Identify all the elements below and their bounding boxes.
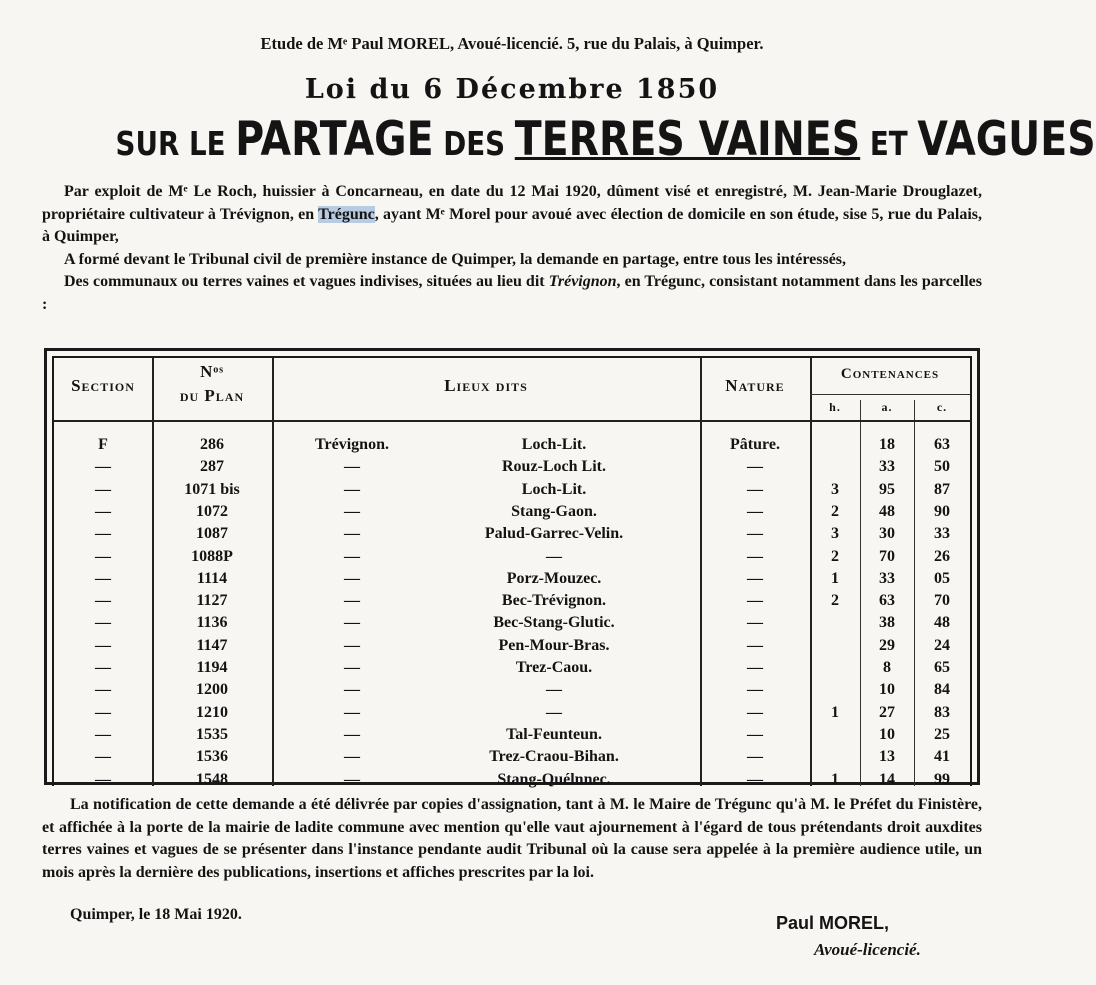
cell-ares: 95 xyxy=(879,480,895,498)
cell-nature: — xyxy=(747,636,763,654)
main-title-part: VAGUES xyxy=(917,112,1096,167)
cell-lieu-detail: Stang-Quélnnec. xyxy=(497,770,611,788)
cell-nature: — xyxy=(747,770,763,788)
closing-text xyxy=(42,794,982,884)
cell-nature: — xyxy=(747,681,763,699)
main-title-part: PARTAGE xyxy=(235,112,434,167)
cell-hectares: 1 xyxy=(831,569,839,587)
intro-text-span: Des communaux ou terres vaines et vagues indivises, situées au lieu dit xyxy=(64,273,549,291)
cell-plan: 1072 xyxy=(196,502,228,520)
main-title-part: ET xyxy=(860,124,918,163)
cell-nature: — xyxy=(747,525,763,543)
intro-paragraph-2: A formé devant le Tribunal civil de première instance de Quimper, la demande en partage, entre tous les intéressés, xyxy=(64,250,847,268)
cell-section: — xyxy=(95,725,111,743)
cell-plan: 1071 bis xyxy=(184,480,240,498)
cell-section: — xyxy=(95,681,111,699)
header-plan-number: Nᵒˢ xyxy=(200,362,224,381)
closing-paragraph: La notification de cette demande a été délivrée par copies d'assignation, tant à M. le Maire de Trégunc qu'à M. le Préfet du Finistère, et affichée à la porte de la mairie de ladite commune avec mention qu'elle vaut ajournement à l'égard de tous prétendants droit auxdites terres vaines et vagues de se présenter dans l'instance pendante audit Tribunal où la cause sera appelée à la première audience utile, un mois après la dernière des publications, insertions et affiches prescrites par la loi. xyxy=(42,796,982,881)
cell-lieu-main: — xyxy=(344,569,360,587)
highlighted-word[interactable]: Trégunc xyxy=(318,205,375,223)
cell-lieu-main: — xyxy=(344,502,360,520)
signature-title: Avoué-licencié. xyxy=(814,940,921,959)
cell-plan: 1114 xyxy=(196,569,228,587)
cell-ares: 8 xyxy=(883,659,891,676)
cell-hectares xyxy=(810,657,860,679)
cell-centiares: 48 xyxy=(934,614,950,632)
cell-lieu-detail: Rouz-Loch Lit. xyxy=(502,458,606,476)
cell-plan: 287 xyxy=(200,458,224,476)
cell-nature: — xyxy=(747,592,763,610)
cell-ares: 29 xyxy=(879,636,895,654)
cell-plan: 286 xyxy=(200,436,224,453)
cell-section: — xyxy=(95,614,111,632)
law-office-line: Etude de Mᵉ Paul MOREL, Avoué-licencié. 5, rue du Palais, à Quimper. xyxy=(260,34,764,53)
cell-lieu-main: — xyxy=(344,748,360,766)
intro-text-span: , en Trégunc, consistant notamment dans les parcelles : xyxy=(42,273,983,313)
cell-nature: — xyxy=(747,614,763,632)
main-title-part: DES xyxy=(433,124,515,163)
cell-hectares: 3 xyxy=(831,525,839,543)
cell-section: — xyxy=(95,592,111,610)
cell-lieu-detail: Tal-Feunteun. xyxy=(506,725,602,743)
cell-ares: 13 xyxy=(879,748,895,766)
cell-ares: 10 xyxy=(879,681,895,699)
cell-lieu-detail: Loch-Lit. xyxy=(521,436,587,453)
cell-lieu-detail: — xyxy=(546,703,562,721)
cell-lieu-main: — xyxy=(344,659,360,676)
dateline: Quimper, le 18 Mai 1920. xyxy=(70,906,242,923)
cell-plan: 1088P xyxy=(191,547,233,565)
header-rule xyxy=(54,420,970,422)
intro-text xyxy=(42,181,982,317)
cell-nature: — xyxy=(747,480,763,498)
cell-centiares: 87 xyxy=(934,480,950,498)
cell-plan: 1548 xyxy=(196,770,228,788)
cell-plan: 1194 xyxy=(196,659,228,676)
cell-ares: 18 xyxy=(879,436,895,453)
cell-hectares: 2 xyxy=(831,592,839,610)
cell-lieu-detail: Bec-Stang-Glutic. xyxy=(493,614,615,632)
cell-lieu-main: — xyxy=(344,480,360,498)
cell-plan: 1087 xyxy=(196,525,228,543)
cell-section: — xyxy=(95,748,111,766)
cell-section: — xyxy=(95,547,111,565)
cell-ares: 10 xyxy=(879,725,895,743)
cell-nature: — xyxy=(747,659,763,676)
cell-lieu-main: Trévignon. xyxy=(315,436,389,453)
cell-lieu-main: — xyxy=(344,703,360,721)
cell-lieu-main: — xyxy=(344,592,360,610)
cell-lieu-main: — xyxy=(344,458,360,476)
cell-section: — xyxy=(95,525,111,543)
intro-text-span: , ayant Mᵉ Morel pour avoué avec élection de domicile en son étude, sise 5, rue du Palais, à Quimper, xyxy=(42,205,983,246)
cell-centiares: 24 xyxy=(934,636,950,654)
intro-paragraph-1 xyxy=(42,181,982,249)
header-plan: du Plan xyxy=(179,386,245,405)
cell-nature: — xyxy=(747,502,763,520)
cell-hectares xyxy=(810,434,860,456)
cell-ares: 33 xyxy=(879,458,895,476)
cell-lieu-detail: Palud-Garrec-Velin. xyxy=(484,525,624,543)
cell-lieu-detail: Pen-Mour-Bras. xyxy=(498,636,610,654)
header-ares: a. xyxy=(881,400,893,414)
cell-nature: — xyxy=(747,569,763,587)
intro-paragraph-3 xyxy=(42,271,982,316)
cell-hectares: 1 xyxy=(831,770,839,788)
cell-hectares xyxy=(810,679,860,701)
signature-name: Paul MOREL, xyxy=(776,913,890,933)
cell-ares: 70 xyxy=(879,547,895,565)
cell-ares: 33 xyxy=(879,569,895,587)
header-lieux-dits: Lieux dits xyxy=(444,376,528,395)
header-centiares: c. xyxy=(936,400,948,414)
cell-centiares: 33 xyxy=(934,525,950,543)
cell-centiares: 65 xyxy=(934,659,950,676)
cell-hectares xyxy=(810,635,860,657)
header-contenances: Contenances xyxy=(840,366,940,382)
cell-section: — xyxy=(95,480,111,498)
cell-plan: 1200 xyxy=(196,681,228,699)
cell-section: — xyxy=(95,502,111,520)
cell-lieu-detail: Loch-Lit. xyxy=(521,480,587,498)
cell-hectares xyxy=(810,612,860,634)
cell-centiares: 50 xyxy=(934,458,950,476)
cell-lieu-detail: Stang-Gaon. xyxy=(511,502,597,520)
cell-nature: — xyxy=(747,703,763,721)
cell-lieu-detail: Trez-Caou. xyxy=(515,659,593,676)
cell-centiares: 63 xyxy=(934,436,950,453)
cell-ares: 30 xyxy=(879,525,895,543)
cell-ares: 14 xyxy=(879,770,895,788)
cell-lieu-detail: Porz-Mouzec. xyxy=(506,569,602,587)
cell-plan: 1136 xyxy=(196,614,228,632)
cell-ares: 48 xyxy=(879,502,895,520)
cell-section: F xyxy=(98,436,108,453)
cell-lieu-detail: Bec-Trévignon. xyxy=(501,592,607,610)
cell-section: — xyxy=(95,458,111,476)
cell-nature: — xyxy=(747,748,763,766)
law-title: Loi du 6 Décembre 1850 xyxy=(304,74,720,105)
cell-hectares xyxy=(810,724,860,746)
cell-centiares: 90 xyxy=(934,502,950,520)
cell-centiares: 05 xyxy=(934,569,950,587)
header-hectares: h. xyxy=(829,400,841,414)
cell-nature: — xyxy=(747,725,763,743)
cell-centiares: 99 xyxy=(934,770,950,788)
cell-ares: 38 xyxy=(879,614,895,632)
cell-lieu-detail: — xyxy=(546,547,562,565)
main-title-part: SUR LE xyxy=(115,124,236,163)
cell-section: — xyxy=(95,770,111,788)
cell-lieu-main: — xyxy=(344,770,360,788)
cell-hectares xyxy=(810,456,860,478)
cell-nature: — xyxy=(747,547,763,565)
main-title-part: TERRES VAINES xyxy=(514,112,861,167)
cell-section: — xyxy=(95,703,111,721)
cell-hectares: 3 xyxy=(831,480,839,498)
cell-lieu-main: — xyxy=(344,725,360,743)
cell-ares: 63 xyxy=(879,592,895,610)
cell-section: — xyxy=(95,636,111,654)
cell-section: — xyxy=(95,569,111,587)
cell-plan: 1210 xyxy=(196,703,228,721)
parcels-table-inner xyxy=(52,356,972,786)
cell-nature: Pâture. xyxy=(730,436,780,453)
cell-plan: 1535 xyxy=(196,725,228,743)
cell-lieu-main: — xyxy=(344,547,360,565)
cell-hectares xyxy=(810,746,860,768)
place-name: Trévignon xyxy=(548,273,617,291)
parcels-table xyxy=(44,348,980,788)
cell-centiares: 84 xyxy=(934,681,950,699)
cell-hectares: 2 xyxy=(831,502,839,520)
cell-lieu-main: — xyxy=(344,614,360,632)
cell-section: — xyxy=(95,659,111,676)
cell-centiares: 26 xyxy=(934,547,950,565)
cell-hectares: 1 xyxy=(831,703,839,721)
cell-plan: 1127 xyxy=(196,592,228,610)
cell-hectares: 2 xyxy=(831,547,839,565)
intro-text-span: Par exploit de Mᵉ Le Roch, huissier à Concarneau, en date du 12 Mai 1920, dûment visé et enregistré, M. Jean-Marie Drouglazet, propriétaire cultivateur à Trévignon, en xyxy=(42,183,982,223)
cell-lieu-main: — xyxy=(344,636,360,654)
header-section: Section xyxy=(71,376,135,395)
cell-lieu-main: — xyxy=(344,681,360,699)
cell-centiares: 83 xyxy=(934,703,950,721)
header-nature: Nature xyxy=(725,376,785,395)
cell-lieu-main: — xyxy=(344,525,360,543)
cell-centiares: 70 xyxy=(934,592,950,610)
cell-nature: — xyxy=(747,458,763,476)
cell-centiares: 41 xyxy=(934,748,950,766)
cell-plan: 1536 xyxy=(196,748,228,766)
cell-plan: 1147 xyxy=(196,636,228,654)
main-title xyxy=(115,110,1096,180)
cell-ares: 27 xyxy=(879,703,895,721)
header-sub-rule xyxy=(810,394,970,395)
cell-centiares: 25 xyxy=(934,725,950,743)
cell-lieu-detail: Trez-Craou-Bihan. xyxy=(489,748,619,766)
cell-lieu-detail: — xyxy=(546,681,562,699)
